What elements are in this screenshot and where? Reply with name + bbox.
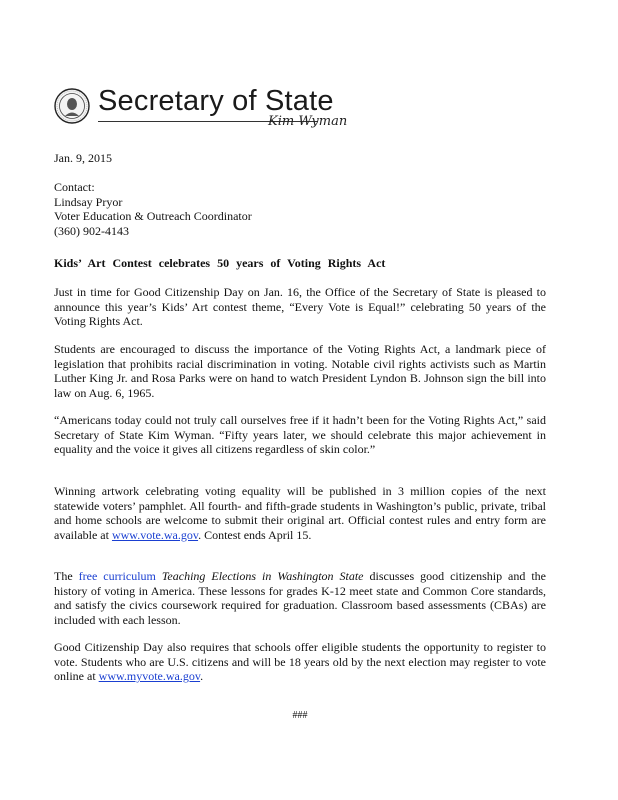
paragraph-4 <box>54 484 546 542</box>
release-date: Jan. 9, 2015 <box>54 151 112 165</box>
paragraph-4-tail: . Contest ends April 15. <box>198 527 312 542</box>
paragraph-6 <box>54 640 546 684</box>
paragraph-6-tail: . <box>200 669 204 683</box>
myvote-wa-gov-link[interactable]: www.myvote.wa.gov <box>98 669 201 683</box>
logo-wordmark: Secretary of State <box>98 85 334 117</box>
end-mark: ### <box>292 710 308 721</box>
secretary-of-state-logo <box>54 85 354 138</box>
paragraph-2: Students are encouraged to discuss the importance of the Voting Rights Act, a landmark piece of legislation that prohibits racial discrimination in voting. Notable civil rights activists such as Martin Luther King Jr. and Rosa Parks were on hand to watch President Lyndon B. Johnson sign the bill into law on Aug. 6, 1965. <box>54 342 546 400</box>
free-curriculum-link[interactable]: free curriculum <box>78 569 156 583</box>
paragraph-5 <box>54 569 546 627</box>
headline: Kids’ Art Contest celebrates 50 years of Voting Rights Act <box>54 256 386 270</box>
state-seal-icon <box>54 88 90 124</box>
paragraph-5-lead: The <box>54 569 79 583</box>
paragraph-4-text: Winning artwork celebrating voting equality will be published in 3 million copies of the next statewide voters’ pamphlet. All fourth- and fifth-grade students in Washington’s public, private, tribal and home schools are welcome to submit their original art. Official contest rules and entry form are available at <box>54 484 546 542</box>
contact-title: Voter Education & Outreach Coordinator <box>54 209 252 223</box>
paragraph-3: “Americans today could not truly call ourselves free if it hadn’t been for the Voting Rights Act,” said Secretary of State Kim Wyman. “Fifty years later, we should celebrate this major achievement in equality and the voice it gives all citizens regardless of skin color.” <box>54 413 546 456</box>
contact-name: Lindsay Pryor <box>54 194 123 209</box>
curriculum-title: Teaching Elections in Washington State <box>161 569 364 583</box>
vote-wa-gov-link[interactable]: www.vote.wa.gov <box>111 527 199 542</box>
secretary-signature: Kim Wyman <box>268 114 348 129</box>
contact-label: Contact: <box>54 180 95 194</box>
contact-block <box>54 180 546 238</box>
contact-phone: (360) 902-4143 <box>54 223 129 238</box>
paragraph-5-text: discusses good citizenship and the history of voting in America. These lessons for grades K-12 meet state and Common Core standards, and satisfy the civics coursework required for graduation. Classroom based assessments (CBAs) are included with each lesson. <box>54 569 546 627</box>
paragraph-1: Just in time for Good Citizenship Day on Jan. 16, the Office of the Secretary of State is pleased to announce this year’s Kids’ Art contest theme, “Every Vote is Equal!” celebrating 50 years of the Voting Rights Act. <box>54 285 546 328</box>
paragraph-6-text: Good Citizenship Day also requires that schools offer eligible students the opportunity to register to vote. Students who are U.S. citizens and will be 18 years old by the next election may register to vote online at <box>54 640 546 683</box>
